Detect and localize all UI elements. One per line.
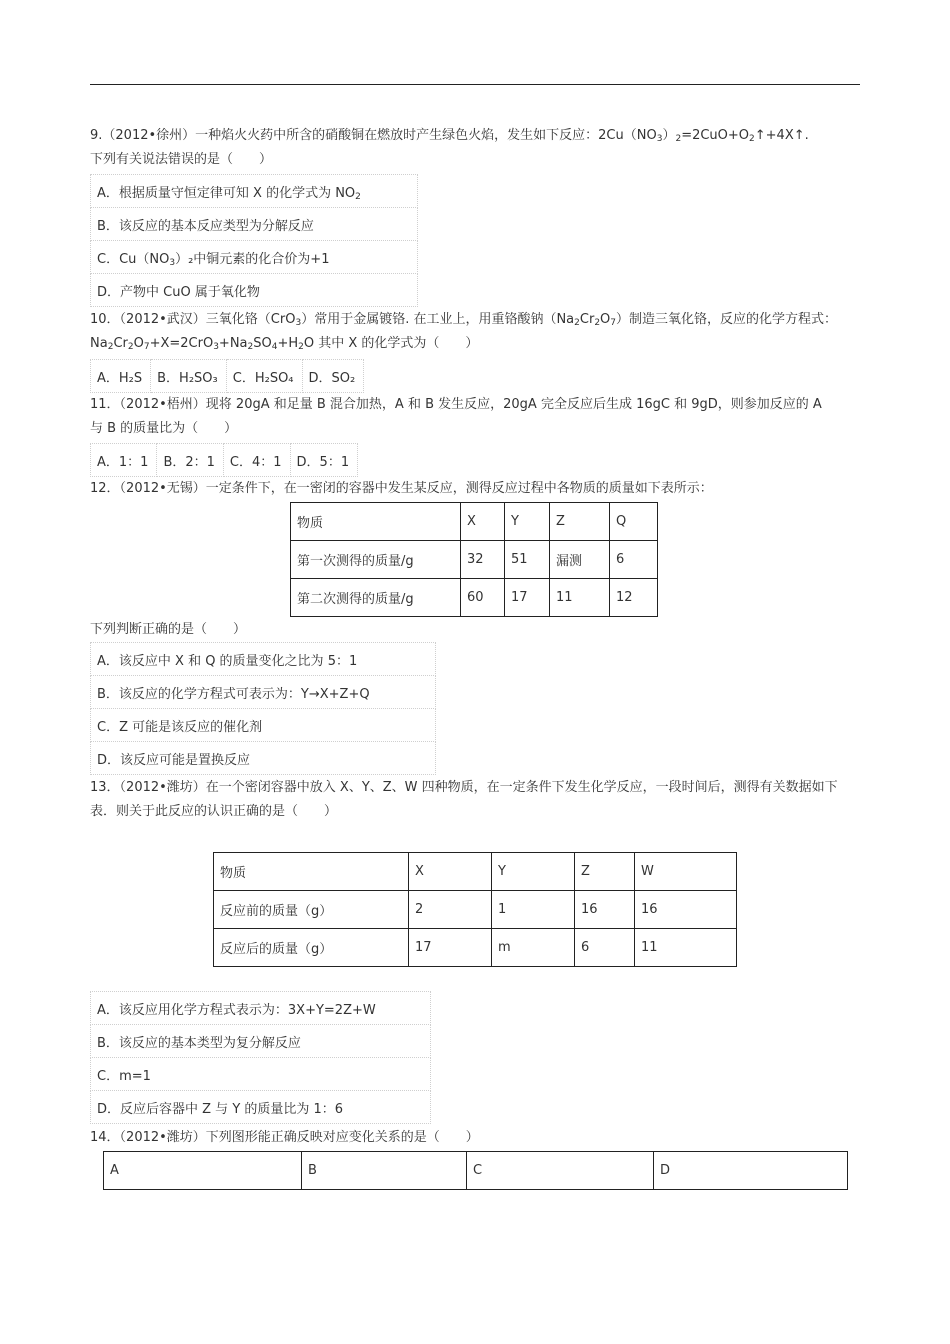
q13-option-c[interactable]: C．m=1 <box>91 1058 431 1091</box>
question-14-stem <box>90 1126 860 1150</box>
q13-option-b[interactable]: B．该反应的基本类型为复分解反应 <box>91 1025 431 1058</box>
q10-eq-g: +H <box>277 336 299 351</box>
q10-option-b[interactable]: B．H₂SO₃ <box>151 360 227 393</box>
q14-option-a[interactable]: A <box>104 1152 302 1190</box>
q12-option-c[interactable]: C．Z 可能是该反应的催化剂 <box>91 709 436 742</box>
q10-eq-e: +Na <box>218 336 248 351</box>
q12-table-row <box>291 579 658 617</box>
q13-text-2: 表．则关于此反应的认识正确的是（ ） <box>90 804 338 819</box>
q10-eq-b: Cr <box>113 336 128 351</box>
q12-table-cell: 32 <box>461 541 505 579</box>
q12-table-cell: Q <box>610 503 658 541</box>
q11-option-b[interactable]: B．2：1 <box>157 444 223 477</box>
q11-option-a[interactable]: A．1：1 <box>91 444 157 477</box>
q13-table-cell: 物质 <box>214 853 409 891</box>
q12-table-cell: 11 <box>550 579 610 617</box>
question-11-options <box>90 443 358 477</box>
question-10-stem: 10．（2012•武汉）三氧化铬（CrO$_3$）常用于金属镀铬. 在工业上，用重铬酸钠$(Na_2Cr_2O_7)$制造三氧化铬，反应的化学方程式： $Na_2Cr_2O_7+X=2CrO_3+Na_2SO_4+H_2O$ 其中 X 的化学式为（ ） <box>90 312 838 352</box>
q12-text-2: 下列判断正确的是（ ） <box>90 622 247 637</box>
q10-option-c[interactable]: C．H₂SO₄ <box>226 360 302 393</box>
q12-table-cell: 漏测 <box>550 541 610 579</box>
q10-eq-d: +X=2CrO <box>149 336 214 351</box>
header-rule <box>90 84 860 85</box>
q13-table-cell: 反应后的质量（g） <box>214 929 409 967</box>
q10-text-d: O <box>600 312 611 327</box>
q13-table-cell: 2 <box>409 891 492 929</box>
q9-option-d[interactable]: D．产物中 CuO 属于氧化物 <box>91 274 418 307</box>
q10-eq-c: O <box>133 336 144 351</box>
q12-table-cell: 6 <box>610 541 658 579</box>
q11-option-d[interactable]: D．5：1 <box>290 444 358 477</box>
question-13-stem <box>90 776 860 824</box>
q10-option-a[interactable]: A．H₂S <box>91 360 151 393</box>
q12-text: 12．（2012•无锡）一定条件下，在一密闭的容器中发生某反应，测得反应过程中各物质的质量如下表所示： <box>90 481 713 496</box>
q13-table-cell: 6 <box>575 929 635 967</box>
q9-text: 9.（2012•徐州）一种焰火火药中所含的硝酸铜在燃放时产生绿色火焰，发生如下反应：2Cu（NO <box>90 128 657 143</box>
q14-option-d[interactable]: D <box>654 1152 848 1190</box>
q13-table-cell: X <box>409 853 492 891</box>
q9-text-c: =2CuO+O <box>681 128 750 143</box>
q12-table-row <box>291 541 658 579</box>
q12-option-a[interactable]: A．该反应中 X 和 Q 的质量变化之比为 5：1 <box>91 643 436 676</box>
q10-text-b: ）常用于金属镀铬. 在工业上，用重铬酸钠（Na <box>301 312 575 327</box>
q13-text: 13．（2012•潍坊）在一个密闭容器中放入 X、Y、Z、W 四种物质，在一定条件下发生化学反应，一段时间后，测得有关数据如下 <box>90 780 838 795</box>
q12-table-row <box>291 503 658 541</box>
q12-table-cell: Z <box>550 503 610 541</box>
q10-text-e: ）制造三氧化铬，反应的化学方程式： <box>616 312 838 327</box>
question-11-stem <box>90 393 860 441</box>
q12-table-cell: 第一次测得的质量/g <box>291 541 461 579</box>
q9-text-2: 下列有关说法错误的是（ ） <box>90 152 273 167</box>
q13-table-cell: m <box>492 929 575 967</box>
question-12-stem <box>90 477 860 501</box>
question-9-stem: 9.（2012•徐州）一种焰火火药中所含的硝酸铜在燃放时产生绿色火焰，发生如下反应：$2Cu(NO_3)_2=2CuO+O_2↑+4X↑$. 下列有关说法错误的是（ ） <box>90 128 809 167</box>
question-10-options <box>90 359 364 393</box>
q12-table-cell: 物质 <box>291 503 461 541</box>
q13-table-cell: 1 <box>492 891 575 929</box>
q11-text: 11．（2012•梧州）现将 20gA 和足量 B 混合加热，A 和 B 发生反应，20gA 完全反应后生成 16gC 和 9gD，则参加反应的 A <box>90 397 822 412</box>
question-12-table <box>290 502 658 617</box>
q13-table-row <box>214 891 737 929</box>
question-9-options <box>90 174 418 307</box>
q12-table-cell: 第二次测得的质量/g <box>291 579 461 617</box>
q10-eq-a: Na <box>90 336 108 351</box>
q12-table-cell: 51 <box>505 541 550 579</box>
q10-eq-f: SO <box>253 336 272 351</box>
q13-option-a[interactable]: A．该反应用化学方程式表示为：3X+Y=2Z+W <box>91 992 431 1025</box>
q14-option-b[interactable]: B <box>302 1152 467 1190</box>
q12-table-cell: 60 <box>461 579 505 617</box>
q12-table-cell: 17 <box>505 579 550 617</box>
q14-option-c[interactable]: C <box>467 1152 654 1190</box>
q10-eq-h: O 其中 X 的化学式为（ ） <box>303 336 479 351</box>
question-12-prompt <box>90 618 860 642</box>
q14-text: 14．（2012•潍坊）下列图形能正确反映对应变化关系的是（ ） <box>90 1130 479 1145</box>
q9-option-b[interactable]: B．该反应的基本反应类型为分解反应 <box>91 208 418 241</box>
q9-option-c[interactable]: C．$Cu(NO_3)_2$中铜元素的化合价为+1 <box>91 241 418 274</box>
q12-option-d[interactable]: D．该反应可能是置换反应 <box>91 742 436 775</box>
q13-table-cell: W <box>635 853 737 891</box>
q10-option-d[interactable]: D．SO₂ <box>302 360 364 393</box>
q12-table-cell: X <box>461 503 505 541</box>
q10-text: 10．（2012•武汉）三氧化铬（CrO <box>90 312 296 327</box>
q13-table-cell: 11 <box>635 929 737 967</box>
q10-text-c: Cr <box>579 312 595 327</box>
q13-table-cell: 17 <box>409 929 492 967</box>
q13-table-cell: 反应前的质量（g） <box>214 891 409 929</box>
q12-option-b[interactable]: B．该反应的化学方程式可表示为：Y→X+Z+Q <box>91 676 436 709</box>
q13-option-d[interactable]: D．反应后容器中 Z 与 Y 的质量比为 1：6 <box>91 1091 431 1124</box>
q14-table-row <box>104 1152 848 1190</box>
question-14-table <box>103 1151 848 1190</box>
q11-text-2: 与 B 的质量比为（ ） <box>90 421 238 436</box>
q13-table-cell: Y <box>492 853 575 891</box>
question-13-table <box>213 852 737 967</box>
q12-table-cell: Y <box>505 503 550 541</box>
q13-table-cell: 16 <box>575 891 635 929</box>
q9-text-b: ） <box>662 128 676 143</box>
q11-option-c[interactable]: C．4：1 <box>223 444 290 477</box>
q9-text-d: ↑+4X↑. <box>754 128 809 143</box>
q9-option-a[interactable]: A．根据质量守恒定律可知 X 的化学式为 $NO_2$ <box>91 175 418 208</box>
q13-table-cell: Z <box>575 853 635 891</box>
question-12-options <box>90 642 436 775</box>
q12-table-cell: 12 <box>610 579 658 617</box>
q13-table-row <box>214 853 737 891</box>
question-13-options <box>90 991 431 1124</box>
q13-table-cell: 16 <box>635 891 737 929</box>
q13-table-row <box>214 929 737 967</box>
